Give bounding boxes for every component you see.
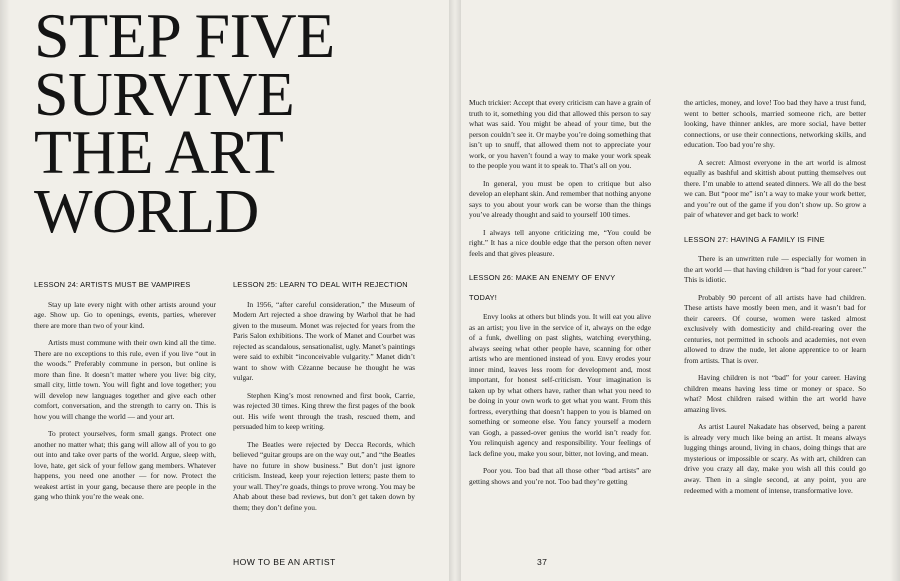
left-page-edge-shading: [0, 0, 10, 581]
right-page-edge-shading: [890, 0, 900, 581]
column-lesson-24: [34, 280, 216, 503]
paragraph: A secret: Almost everyone in the art world is almost equally as bashful and skittish about putting themselves out there. I’m unable to attend seated dinners. We all do the best we can. But “poor me” isn’t a way to make your work better, and you’re out of the game if you don’t show up. So grow a pair of whatever and get back to work!: [684, 157, 866, 220]
paragraph: Artists must commune with their own kind all the time. There are no exceptions to this rule, even if you live “out in the woods.” Preferably commune in person, but online is more than fine. It doesn’t matter where you live: big city, small city, little town. You will fight and love together; you will develop new languages together and give each other comfort, conversation, and the strength to carry on. This is how you will change the world — and your art.: [34, 338, 216, 421]
column-lesson-25: [233, 280, 415, 513]
running-footer-title: HOW TO BE AN ARTIST: [233, 557, 336, 567]
paragraph: Stephen King’s most renowned and first book, Carrie, was rejected 30 times. King threw the first pages of the book out. His wife went through the trash, rescued them, and persuaded him to keep writing.: [233, 390, 415, 432]
paragraph: Stay up late every night with other artists around your age. Show up. Go to openings, events, parties, wherever there are more than two of your kind.: [34, 299, 216, 330]
lesson-27-heading: LESSON 27: HAVING A FAMILY IS FINE: [684, 234, 825, 244]
paragraph: Envy looks at others but blinds you. It will eat you alive as an artist; you live in the service of it, always on the edge of a funk, dwelling on past slights, watching everything, always seeing what other people have, scanning for other artists who are mentioned instead of you. Envy erodes your inner mind, leaves less room for development and, most important, for honest self-criticism. Your imagination is taken up by what others have, rather than what you need to be doing in your own work to get what you want. From this fortress, everything that doesn’t happen to you is blamed on something or someone else. You fancy yourself a modern van Gogh, a passed-over genius the world isn’t ready for. You relinquish agency and responsibility. Your feelings of lack define you, make you sour, bitter, not loving, and mean.: [469, 312, 651, 458]
paragraph: I always tell anyone criticizing me, “You could be right.” It has a nice double edge that the person often never feels and that gives pleasure.: [469, 227, 651, 258]
paragraph: Poor you. Too bad that all those other “bad artists” are getting shows and you’re not. Too bad they’re getting: [469, 466, 651, 486]
paragraph: Much trickier: Accept that every criticism can have a grain of truth to it, something you did that allowed this person to say what was said. You might be ahead of your time, but the person couldn’t see it. Or maybe you’re doing something that isn’t up to snuff, that allowed them not to appreciate your work, or you haven’t found a way to make your work speak to the people you want it to speak to. That’s all on you.: [469, 98, 651, 171]
chapter-title-line-2: SURVIVE: [34, 61, 295, 130]
lesson-26-subhead: TODAY!: [469, 292, 498, 302]
lesson-24-heading: LESSON 24: ARTISTS MUST BE VAMPIRES: [34, 280, 191, 289]
chapter-title-line-4: WORLD: [34, 177, 259, 246]
paragraph: The Beatles were rejected by Decca Records, which believed “guitar groups are on the way out,” and “the Beatles have no future in show business.” But don’t just ignore criticism. Instead, keep your rejection letters; paste them to your wall. They’re goads, things to prove wrong. You may be Ahab about these bad reviews, but don’t get taken down by them; they don’t define you.: [233, 439, 415, 512]
paragraph: In general, you must be open to critique but also develop an elephant skin. And remember that nothing anyone says to you about your work can be worse than the things you’ve already thought and said to yourself 100 times.: [469, 178, 651, 220]
page-number: 37: [537, 557, 548, 567]
column-lesson-26: [469, 98, 651, 488]
lesson-25-heading: LESSON 25: LEARN TO DEAL WITH REJECTION: [233, 280, 408, 289]
chapter-title-line-1: STEP FIVE: [34, 0, 335, 71]
column-lesson-27: [684, 98, 866, 496]
paragraph: In 1956, “after careful consideration,” the Museum of Modern Art rejected a shoe drawing by Warhol that he had given to the museum. Monet was rejected for years from the Paris Salon exhibitions. The work of Manet and Courbet was rejected as scandalous, sensationalist, ugly. Manet’s paintings were said to exhibit “inconceivable vulgarity.” Manet didn’t want to show with Cézanne because he thought he was vulgar.: [233, 299, 415, 383]
lesson-26-heading: LESSON 26: MAKE AN ENEMY OF ENVY: [469, 273, 616, 283]
paragraph: Having children is not “bad” for your career. Having children means having less time or money or space. So what? Most children raised within the art world have amazing lives.: [684, 373, 866, 414]
chapter-title: [34, 0, 452, 246]
paragraph: There is an unwritten rule — especially for women in the art world — that having children is “bad for your career.” This is idiotic.: [684, 254, 866, 285]
chapter-title-line-3: THE ART: [34, 119, 284, 188]
paragraph: As artist Laurel Nakadate has observed, being a parent is already very much like being an artist. It means always lugging things around, living in chaos, doing things that are mysterious or impossible or scary. As with art, children can drive you crazy all day, make you wish all this could go away. Then in a single second, at any point, you are redeemed with a moment of intense, transformative love.: [684, 422, 866, 495]
paragraph: To protect yourselves, form small gangs. Protect one another no matter what; this gang will allow all of you to go out into and take over parts of the world. Argue, sleep with, love, hate, get sick of your fellow gang members. Whatever happens, you need one another — for now. Protect the weakest artist in your gang, because there are people in the gang who think you’re the weak one.: [34, 429, 216, 502]
paragraph: Probably 90 percent of all artists have had children. These artists have mostly been men, and it wasn’t bad for their careers. Of course, women were tasked almost exclusively with domesticity and child-rearing over the centuries, not permitted in schools and academies, not even allowed to draw the nude, let alone apprentice to or learn from artists. That is over.: [684, 292, 866, 365]
paragraph: the articles, money, and love! Too bad they have a trust fund, went to better schools, married someone rich, are better looking, have thinner ankles, are more social, have better connections, or use their connections, networking skills, and education. Too bad you’re shy.: [684, 98, 866, 150]
